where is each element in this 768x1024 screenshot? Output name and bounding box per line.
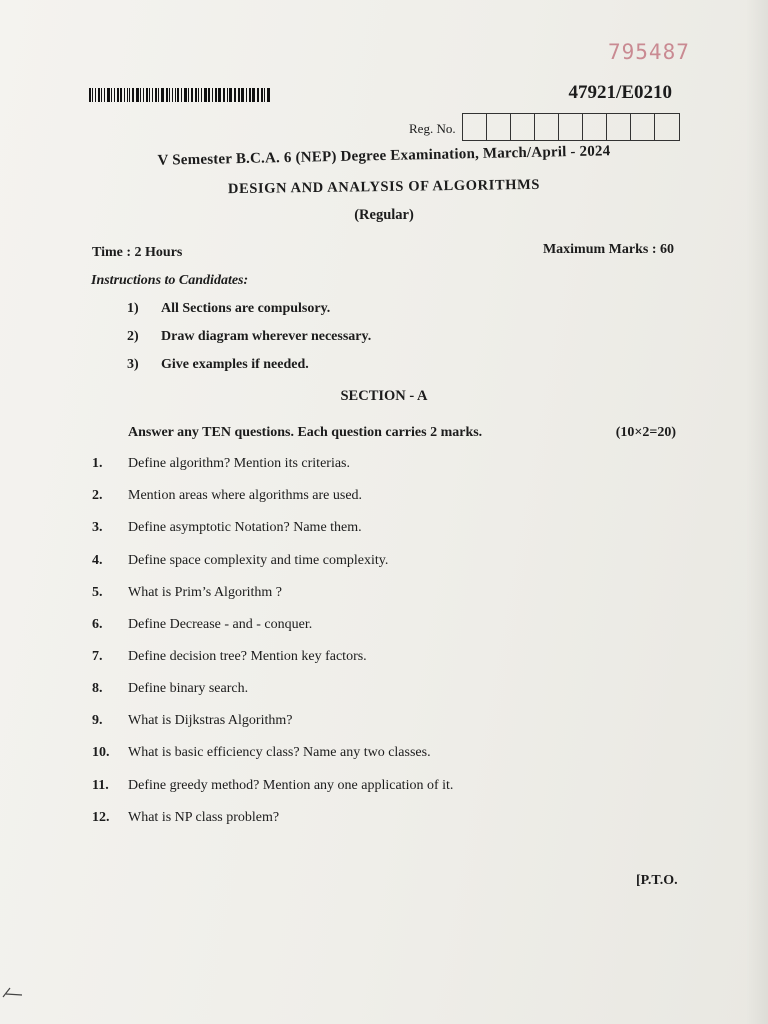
question-text: Define space complexity and time complexity. — [128, 553, 389, 568]
serial-number: 795487 — [608, 40, 690, 64]
question-number: 12. — [92, 810, 110, 825]
pen-mark — [2, 980, 24, 1000]
instruction-text: All Sections are compulsory. — [161, 301, 331, 316]
question-item — [92, 488, 362, 504]
exam-duration: Time : 2 Hours — [92, 245, 183, 260]
reg-no-block — [409, 113, 680, 141]
exam-title: V Semester B.C.A. 6 (NEP) Degree Examination, March/April - 2024 — [157, 143, 611, 169]
instructions-title: Instructions to Candidates: — [91, 273, 249, 288]
question-item — [92, 456, 350, 472]
question-text: Define asymptotic Notation? Name them. — [128, 520, 362, 535]
instruction-number: 1) — [127, 301, 139, 316]
paper-code: 47921/E0210 — [568, 82, 672, 103]
reg-no-box — [535, 114, 559, 140]
question-text: Define algorithm? Mention its criterias. — [128, 456, 350, 471]
reg-no-box — [487, 114, 511, 140]
instruction-number: 3) — [127, 357, 139, 372]
question-number: 5. — [92, 585, 103, 600]
question-number: 3. — [92, 520, 103, 535]
pto-marker: [P.T.O. — [636, 873, 678, 888]
question-text: Define greedy method? Mention any one application of it. — [128, 778, 454, 793]
question-number: 4. — [92, 553, 103, 568]
exam-type: (Regular) — [354, 207, 414, 223]
question-number: 1. — [92, 456, 103, 471]
question-item — [92, 681, 248, 697]
reg-no-box — [559, 114, 583, 140]
question-text: What is NP class problem? — [128, 810, 280, 825]
question-item — [92, 745, 431, 761]
reg-no-box — [511, 114, 535, 140]
question-number: 7. — [92, 649, 103, 664]
question-text: What is basic efficiency class? Name any two classes. — [128, 745, 431, 760]
question-text: Define binary search. — [128, 681, 249, 696]
reg-no-boxes — [462, 113, 680, 141]
reg-no-box — [655, 114, 679, 140]
question-item — [92, 553, 388, 569]
instruction-item — [127, 357, 309, 373]
question-number: 9. — [92, 713, 103, 728]
reg-no-label: Reg. No. — [409, 121, 456, 136]
instruction-text: Draw diagram wherever necessary. — [161, 329, 372, 344]
instruction-text: Give examples if needed. — [161, 357, 309, 372]
maximum-marks: Maximum Marks : 60 — [542, 242, 674, 257]
question-item — [92, 810, 279, 826]
question-item — [92, 713, 292, 729]
question-item — [92, 617, 312, 633]
question-number: 8. — [92, 681, 103, 696]
instruction-number: 2) — [127, 329, 139, 344]
subject-title: DESIGN AND ANALYSIS OF ALGORITHMS — [227, 176, 541, 198]
question-text: Define decision tree? Mention key factors. — [128, 649, 367, 664]
barcode — [89, 88, 272, 102]
question-item — [92, 585, 282, 601]
question-number: 6. — [92, 617, 103, 632]
reg-no-box — [631, 114, 655, 140]
question-number: 11. — [92, 778, 109, 793]
question-item — [92, 778, 453, 794]
question-text: Define Decrease - and - conquer. — [128, 617, 313, 632]
question-text: What is Dijkstras Algorithm? — [128, 713, 293, 728]
question-text: What is Prim’s Algorithm ? — [128, 585, 282, 600]
instruction-item — [127, 329, 371, 345]
question-number: 2. — [92, 488, 103, 503]
reg-no-box — [583, 114, 607, 140]
question-item — [92, 520, 362, 536]
question-number: 10. — [92, 745, 110, 760]
question-text: Mention areas where algorithms are used. — [128, 488, 363, 503]
section-title: SECTION - A — [340, 388, 428, 404]
section-marks: (10×2=20) — [615, 425, 676, 440]
reg-no-box — [463, 114, 487, 140]
question-item — [92, 649, 367, 665]
reg-no-box — [607, 114, 631, 140]
section-instruction: Answer any TEN questions. Each question carries 2 marks. — [128, 425, 483, 440]
instruction-item — [127, 301, 330, 317]
